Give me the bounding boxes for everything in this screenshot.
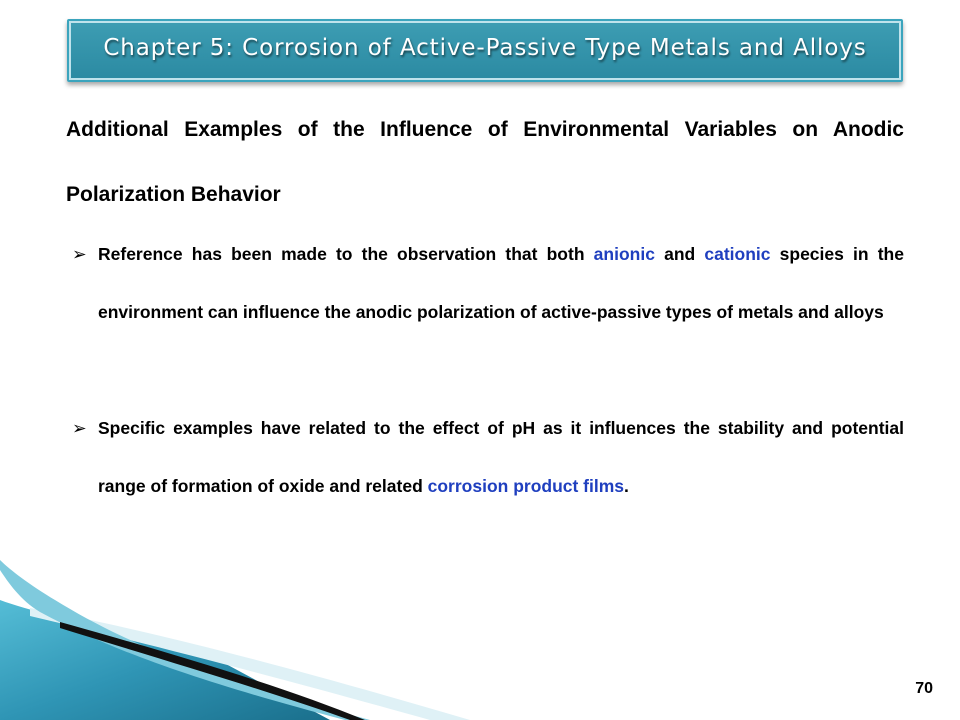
bullet-item <box>66 399 904 515</box>
slide-content <box>66 97 904 515</box>
highlight-anionic: anionic <box>593 244 655 264</box>
decorative-swoosh <box>0 560 960 720</box>
arrow-bullet-icon: ➢ <box>72 244 87 264</box>
title-bar <box>67 19 903 82</box>
page-number: 70 <box>915 680 933 697</box>
bullet-item <box>66 225 904 341</box>
bullet-text: Specific examples have related to the effect of pH as it influences the stability and potential range of formation of oxide and related <box>98 418 904 496</box>
highlight-cationic: cationic <box>704 244 771 264</box>
bullet-text: and <box>654 244 705 264</box>
highlight-corrosion-product-films: corrosion product films <box>427 476 625 496</box>
slide-title: Chapter 5: Corrosion of Active-Passive Type Metals and Alloys <box>103 35 867 61</box>
arrow-bullet-icon: ➢ <box>72 418 87 438</box>
bullet-text: species in the environment can influence the anodic polarization of active-passive types of metals and alloys <box>98 244 904 322</box>
bullet-text: . <box>624 476 629 496</box>
bullet-text: Reference has been made to the observation that both <box>98 244 594 264</box>
section-heading: Additional Examples of the Influence of Environmental Variables on Anodic Polarization Behavior <box>66 118 904 206</box>
